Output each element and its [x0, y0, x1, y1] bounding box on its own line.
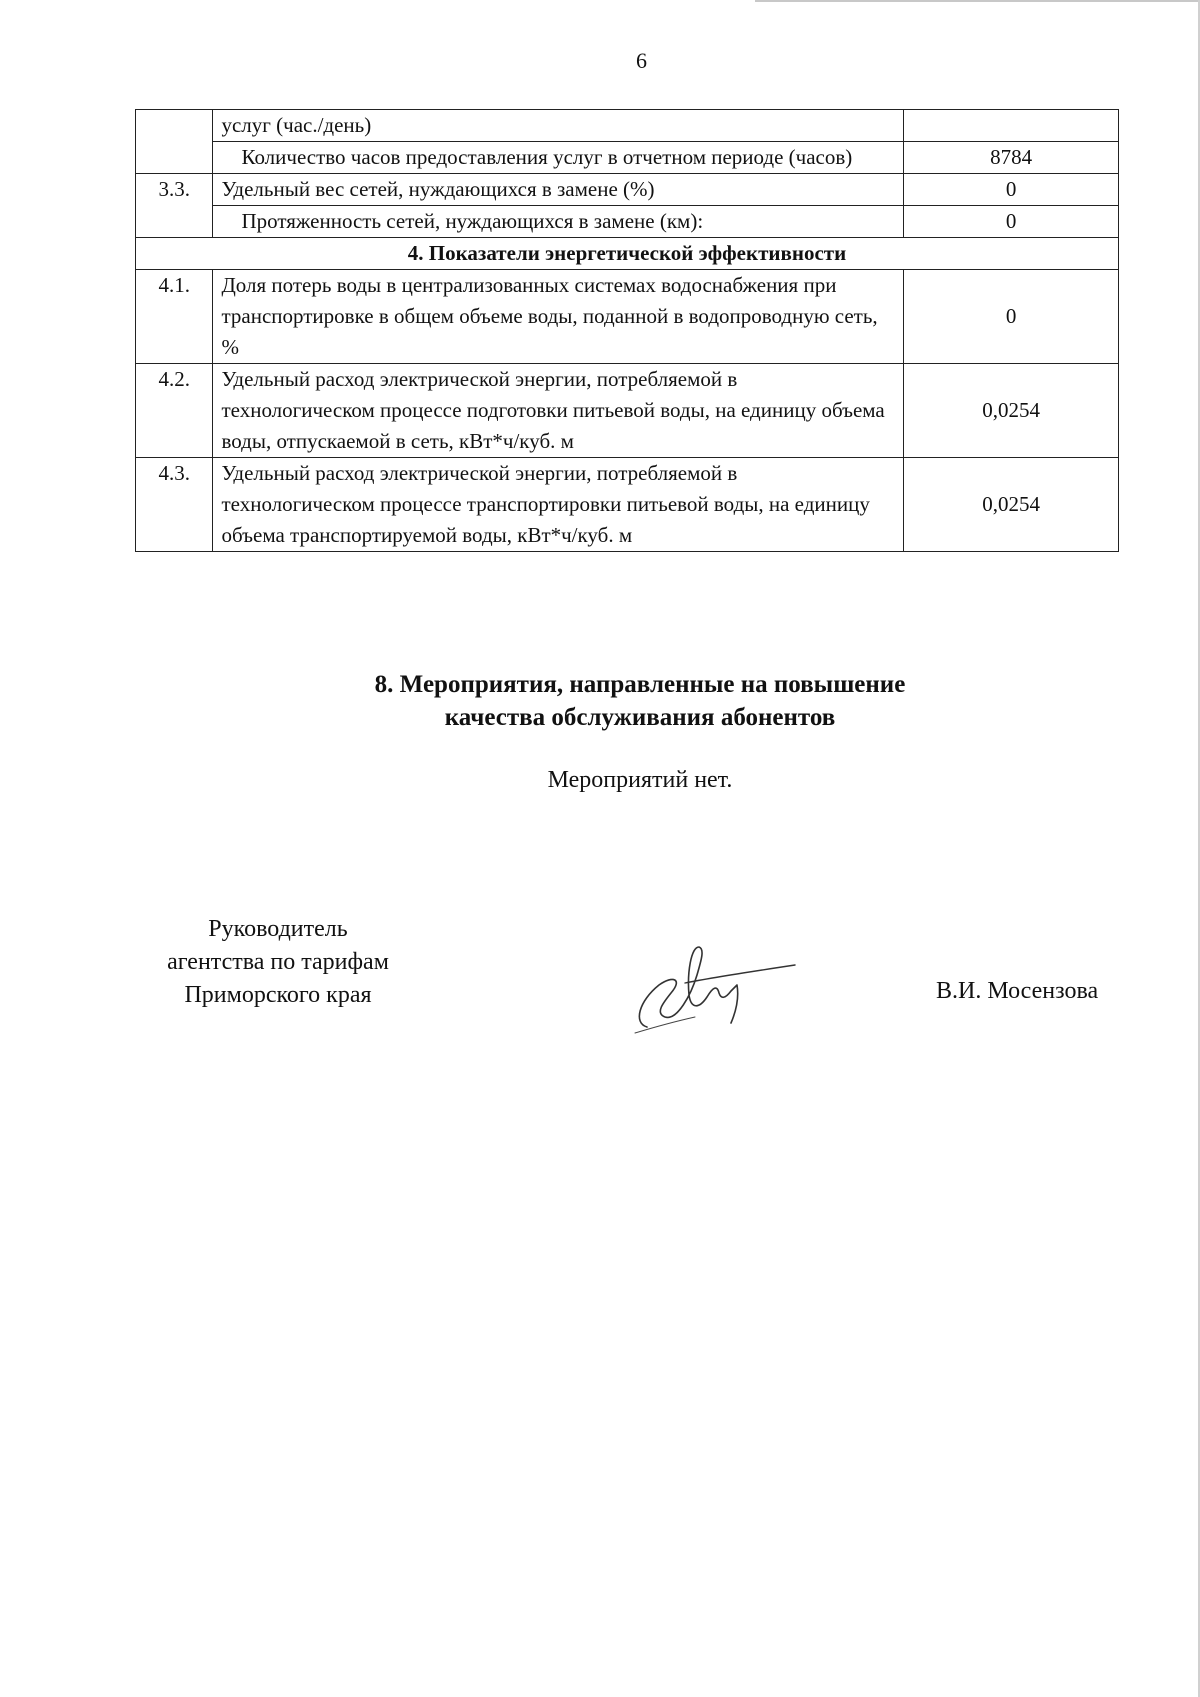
table-row — [136, 174, 1119, 206]
table-row — [136, 458, 1119, 552]
section-heading-cell: 4. Показатели энергетической эффективности — [136, 238, 1119, 270]
table-row — [136, 270, 1119, 364]
row-value-cell: 0 — [904, 206, 1119, 238]
row-value-cell: 8784 — [904, 142, 1119, 174]
table-row — [136, 206, 1119, 238]
row-number-cell: 4.2. — [136, 364, 213, 458]
handwritten-signature — [625, 935, 805, 1035]
signer-position-line-2: агентства по тарифам — [167, 949, 389, 975]
table-row — [136, 142, 1119, 174]
row-description-cell: Удельный вес сетей, нуждающихся в замене (%) — [213, 174, 904, 206]
section-8-title — [250, 668, 1030, 734]
section-8-title-line-2: качества обслуживания абонентов — [444, 704, 836, 731]
page-edge-top — [755, 0, 1200, 2]
row-description-cell: Доля потерь воды в централизованных системах водоснабжения при транспортировке в общем объеме воды, поданной в водопроводную сеть, % — [213, 270, 904, 364]
page-number: 6 — [636, 48, 647, 73]
row-description-cell: Количество часов предоставления услуг в отчетном периоде (часов) — [213, 142, 904, 174]
section-8-title-line-1: 8. Мероприятия, направленные на повышение — [374, 671, 906, 698]
row-number-cell: 4.3. — [136, 458, 213, 552]
row-value-cell: 0 — [904, 174, 1119, 206]
section-8-body: Мероприятий нет. — [547, 767, 733, 793]
row-description-cell: Протяженность сетей, нуждающихся в замене (км): — [213, 206, 904, 238]
indicators-table — [135, 109, 1119, 552]
table-row — [136, 364, 1119, 458]
row-description-cell: услуг (час./день) — [213, 110, 904, 142]
row-value-cell: 0,0254 — [904, 458, 1119, 552]
row-number-cell — [136, 110, 213, 174]
row-description-cell: Удельный расход электрической энергии, потребляемой в технологическом процессе транспортировки питьевой воды, на единицу объема транспортируемой воды, кВт*ч/куб. м — [213, 458, 904, 552]
row-number-cell: 4.1. — [136, 270, 213, 364]
signer-position — [128, 913, 428, 1012]
table-row — [136, 110, 1119, 142]
signer-name: В.И. Мосензова — [936, 978, 1099, 1004]
row-value-cell: 0 — [904, 270, 1119, 364]
signer-position-line-3: Приморского края — [184, 982, 372, 1008]
row-value-cell: 0,0254 — [904, 364, 1119, 458]
signer-position-line-1: Руководитель — [208, 916, 348, 942]
table-section-row — [136, 238, 1119, 270]
row-description-cell: Удельный расход электрической энергии, потребляемой в технологическом процессе подготовки питьевой воды, на единицу объема воды, отпускаемой в сеть, кВт*ч/куб. м — [213, 364, 904, 458]
row-number-cell: 3.3. — [136, 174, 213, 238]
row-value-cell — [904, 110, 1119, 142]
